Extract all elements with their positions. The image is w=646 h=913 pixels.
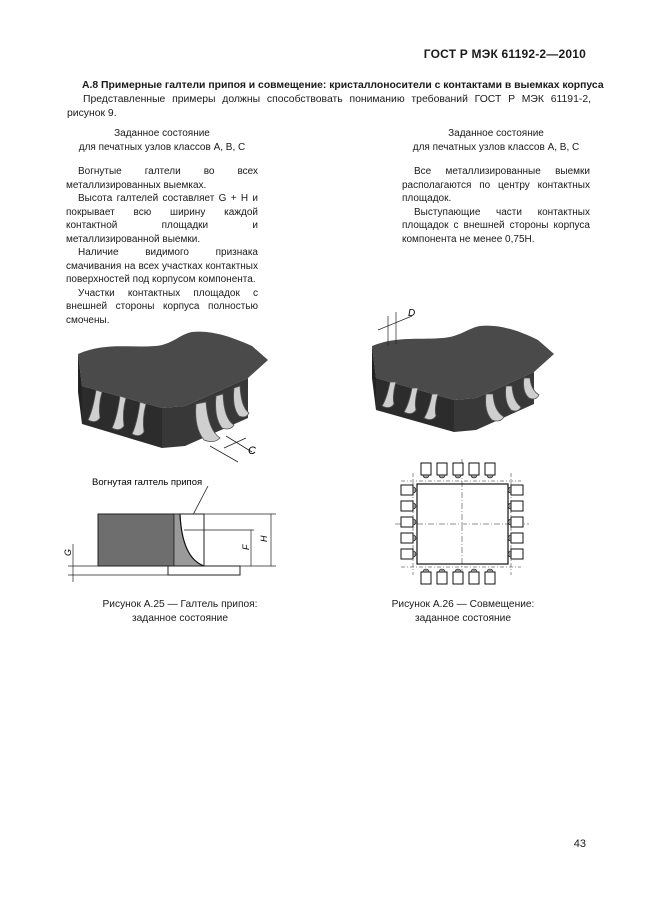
fillet-label: Вогнутая галтель припоя — [92, 477, 203, 488]
left-heading-line-1: Заданное состояние — [114, 128, 210, 139]
left-paragraph: Участки контактных площадок с внешней стороны корпуса полностью смочены. — [66, 287, 258, 326]
left-paragraph: Высота галтелей составляет G + H и покрывает всю ширину каждой контактной площадки и металлизированной выемки. — [66, 193, 258, 245]
caption-a26-line-1: Рисунок А.26 — Совмещение: — [391, 599, 535, 610]
left-column-heading — [66, 127, 258, 154]
figure-a26-caption — [372, 598, 554, 626]
figure-a25-section — [58, 474, 283, 586]
figure-a25-caption — [90, 598, 270, 626]
section-intro: Представленные примеры должны способствовать пониманию требований ГОСТ Р МЭК 61191-2, рисунок 9. — [67, 94, 591, 119]
left-paragraph: Наличие видимого признака смачивания на всех участках контактных поверхностей под корпусом компонента. — [66, 247, 258, 285]
caption-a25-line-2: заданное состояние — [131, 613, 229, 624]
right-column-text — [402, 165, 590, 246]
right-heading-line-1: Заданное состояние — [448, 128, 544, 139]
right-column-heading — [402, 127, 590, 154]
document-header: ГОСТ Р МЭК 61192-2—2010 — [423, 47, 586, 61]
section-title: А.8 Примерные галтели припоя и совмещение: кристаллоносители с контактами в выемках корпуса — [82, 80, 604, 91]
left-column-text — [66, 165, 258, 327]
left-heading-line-2: для печатных узлов классов А, В, С — [78, 141, 246, 153]
dim-label-d: D — [408, 308, 416, 319]
caption-a26-line-2: заданное состояние — [414, 613, 512, 624]
right-paragraph: Все металлизированные выемки располагаются по центру контактных площадок. — [402, 166, 590, 204]
dim-label-g: G — [63, 548, 73, 556]
dim-label-f: F — [241, 544, 251, 550]
right-paragraph: Выступающие части контактных площадок с внешней стороны корпуса компонента не менее 0,75H. — [402, 206, 590, 245]
caption-a25-line-1: Рисунок А.25 — Галтель припоя: — [102, 599, 258, 610]
dim-label-c: C — [248, 445, 256, 457]
figure-a26-plan-view — [393, 455, 533, 587]
figure-a25-3d-view — [70, 330, 280, 465]
left-paragraph: Вогнутые галтели во всех металлизированных выемках. — [66, 166, 258, 191]
page-number: 43 — [573, 838, 586, 850]
dim-label-h: H — [259, 535, 269, 542]
right-heading-line-2: для печатных узлов классов А, В, С — [412, 141, 580, 153]
figure-a26-3d-view — [368, 306, 568, 438]
